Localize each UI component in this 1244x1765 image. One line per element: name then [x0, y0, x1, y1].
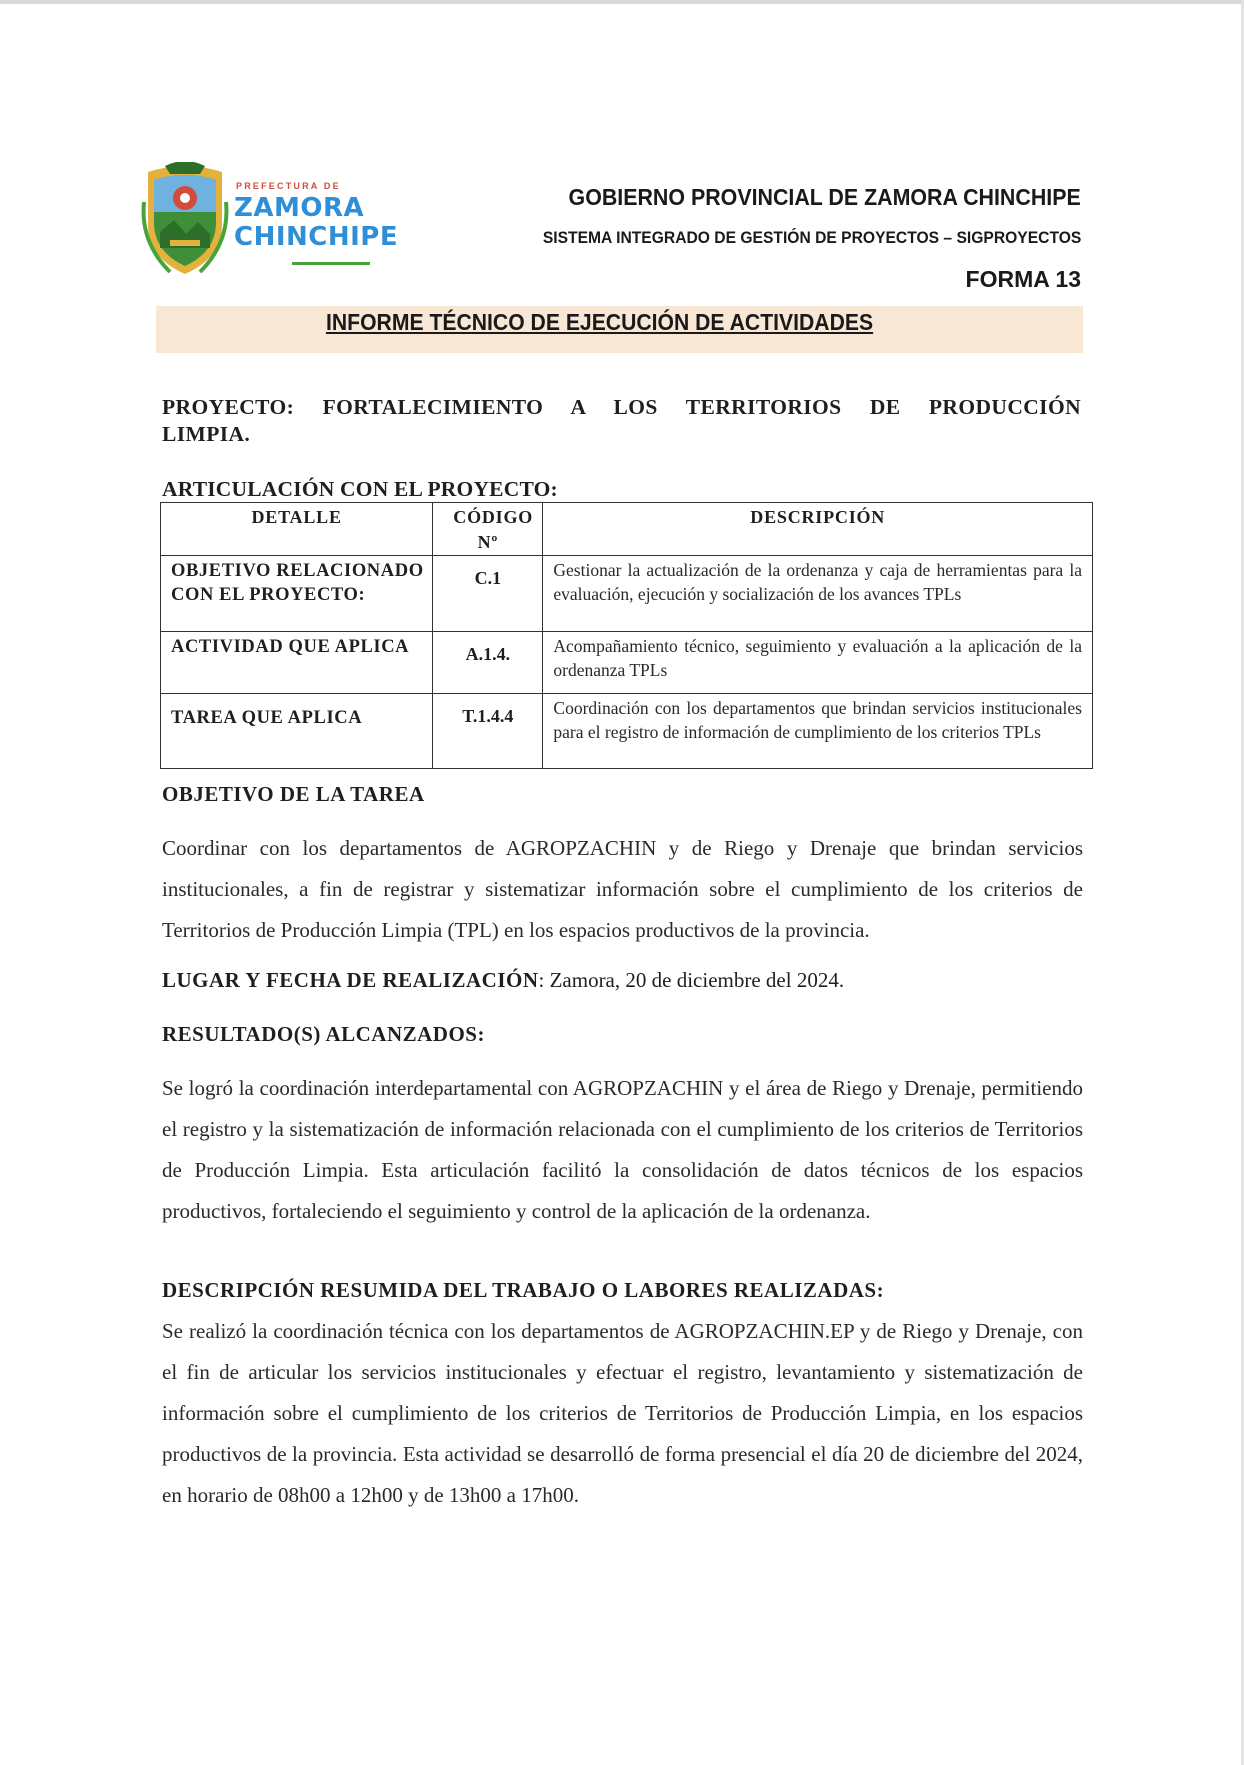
cell-descripcion: Coordinación con los departamentos que brindan servicios institucionales para el registro de información de cumplimiento de los criterios TPLs	[543, 694, 1093, 769]
cell-detalle: TAREA QUE APLICA	[161, 694, 433, 769]
articulation-heading: ARTICULACIÓN CON EL PROYECTO:	[162, 477, 558, 501]
system-name: SISTEMA INTEGRADO DE GESTIÓN DE PROYECTOS – SIGPROYECTOS	[542, 228, 1081, 247]
table-header-row	[161, 503, 1093, 556]
objective-text: Coordinar con los departamentos de AGROPZACHIN y de Riego y Drenaje que brindan servicios institucionales, a fin de registrar y sistematizar información sobre el cumplimiento de los criterios de Territorios de Producción Limpia (TPL) en los espacios productivos de la provincia.	[162, 836, 1083, 942]
column-header-detalle: DETALLE	[161, 503, 433, 556]
report-title: INFORME TÉCNICO DE EJECUCIÓN DE ACTIVIDADES	[326, 309, 874, 335]
place-date-label: LUGAR Y FECHA DE REALIZACIÓN	[162, 968, 539, 992]
column-header-codigo: CÓDIGO Nº	[433, 503, 543, 556]
column-header-descripcion: DESCRIPCIÓN	[543, 503, 1093, 556]
cell-codigo: T.1.4.4	[433, 694, 543, 769]
logo-name-line1: ZAMORA	[234, 193, 365, 223]
articulation-table	[160, 502, 1093, 769]
cell-descripcion: Acompañamiento técnico, seguimiento y evaluación a la aplicación de la ordenanza TPLs	[543, 632, 1093, 694]
coat-of-arms-icon	[140, 162, 230, 282]
cell-codigo: C.1	[433, 556, 543, 632]
work-description-heading: DESCRIPCIÓN RESUMIDA DEL TRABAJO O LABORES REALIZADAS:	[162, 1278, 885, 1302]
table-row	[161, 632, 1093, 694]
organization-name: GOBIERNO PROVINCIAL DE ZAMORA CHINCHIPE	[568, 184, 1081, 210]
project-line	[162, 394, 1081, 420]
project-name-line1: FORTALECIMIENTO A LOS TERRITORIOS DE PRODUCCIÓN	[322, 395, 1081, 419]
logo-prefix: PREFECTURA DE	[236, 181, 341, 191]
project-name-line2: LIMPIA.	[162, 422, 251, 446]
cell-codigo: A.1.4.	[433, 632, 543, 694]
cell-descripcion: Gestionar la actualización de la ordenanza y caja de herramientas para la evaluación, ejecución y socialización de los avances TPLs	[543, 556, 1093, 632]
table-row	[161, 694, 1093, 769]
objective-heading: OBJETIVO DE LA TAREA	[162, 782, 425, 806]
logo-name-line2: CHINCHIPE	[234, 222, 399, 252]
prefecture-logo	[140, 162, 410, 282]
project-label: PROYECTO:	[162, 395, 295, 419]
results-heading: RESULTADO(S) ALCANZADOS:	[162, 1022, 485, 1046]
work-description-text: Se realizó la coordinación técnica con los departamentos de AGROPZACHIN.EP y de Riego y Drenaje, con el fin de articular los servicios institucionales y efectuar el registro, levantamiento y sistematización de información sobre el cumplimiento de los criterios de Territorios de Producción Limpia, en los espacios productivos de la provincia. Esta actividad se desarrolló de forma presencial el día 20 de diciembre del 2024, en horario de 08h00 a 12h00 y de 13h00 a 17h00.	[162, 1319, 1083, 1507]
table-row	[161, 556, 1093, 632]
scan-edge-top	[0, 0, 1244, 4]
place-date-value: : Zamora, 20 de diciembre del 2024.	[538, 968, 845, 992]
results-text: Se logró la coordinación interdepartamental con AGROPZACHIN y el área de Riego y Drenaje, permitiendo el registro y la sistematización de información relacionada con el cumplimiento de los criterios de Territorios de Producción Limpia. Esta articulación facilitó la consolidación de datos técnicos de los espacios productivos, fortaleciendo el seguimiento y control de la aplicación de la ordenanza.	[162, 1076, 1083, 1223]
logo-underline	[292, 262, 370, 265]
cell-detalle: OBJETIVO RELACIONADO CON EL PROYECTO:	[161, 556, 433, 632]
place-date-line	[162, 968, 844, 993]
cell-detalle: ACTIVIDAD QUE APLICA	[161, 632, 433, 694]
form-number: FORMA 13	[965, 266, 1081, 292]
logo-name	[234, 194, 398, 252]
